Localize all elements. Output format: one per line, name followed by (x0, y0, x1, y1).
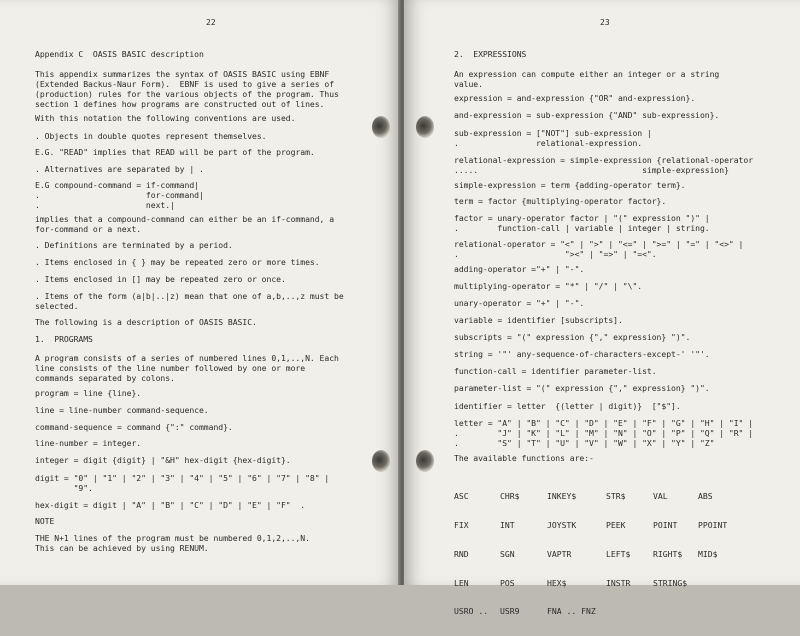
text-line: implies that a compound-command can either be an if-command, a (35, 214, 335, 224)
text-line: . "S" | "T" | "U" | "V" | "W" | "X" | "Y" | "Z" (454, 438, 715, 448)
function-name: JOYSTK (547, 519, 577, 530)
text-line: section 1 defines how programs are constructed out of lines. (35, 99, 325, 109)
function-name: LEFT$ (606, 548, 631, 559)
text-line: An expression can compute either an integer or a string (454, 69, 720, 79)
text-line: hex-digit = digit | "A" | "B" | "C" | "D" | "E" | "F" . (35, 500, 306, 510)
text-line: simple-expression = term {adding-operator term}. (454, 180, 686, 190)
function-name: PEEK (606, 519, 626, 530)
text-line: . Definitions are terminated by a period. (35, 240, 233, 250)
text-line: A program consists of a series of numbered lines 0,1,..,N. Each (35, 353, 339, 363)
text-line: E.G compound-command = if-command| (35, 180, 199, 190)
function-name: RIGHT$ (653, 548, 683, 559)
functions-column (698, 473, 727, 579)
text-line: (production) rules for the various objects of the program. Thus (35, 89, 339, 99)
text-line: E.G. "READ" implies that READ will be part of the program. (35, 147, 315, 157)
section-heading-programs: 1. PROGRAMS (35, 334, 93, 344)
binding-hole (416, 450, 434, 472)
text-line: . Objects in double quotes represent themselves. (35, 131, 267, 141)
function-name: CHR$ (500, 491, 520, 502)
text-line: adding-operator ="+" | "-". (454, 264, 585, 274)
text-line: selected. (35, 301, 79, 311)
text-line: multiplying-operator = "*" | "/" | "\". (454, 281, 643, 291)
text-line: . next.| (35, 200, 175, 210)
text-line: identifier = letter {(letter | digit)} ["$"]. (454, 401, 681, 411)
text-line: (Extended Backus-Naur Form). EBNF is used to give a series of (35, 79, 335, 89)
left-page (0, 0, 400, 585)
function-name: INT (500, 519, 515, 530)
text-line: subscripts = "(" expression {"," expression} ")". (454, 332, 691, 342)
text-line: This can be achieved by using RENUM. (35, 543, 209, 553)
right-page (404, 0, 800, 617)
text-line: unary-operator = "+" | "-". (454, 298, 585, 308)
text-line: string = '"' any-sequence-of-characters-except-' '"'. (454, 349, 710, 359)
text-line: command-sequence = command {":" command}. (35, 422, 233, 432)
function-name: ABS (698, 491, 713, 502)
functions-column (500, 473, 529, 636)
text-line: This appendix summarizes the syntax of OASIS BASIC using EBNF (35, 69, 330, 79)
text-line: . Items enclosed in { } may be repeated zero or more times. (35, 257, 320, 267)
text-line: digit = "0" | "1" | "2" | "3" | "4" | "5" | "6" | "7" | "8" | (35, 473, 330, 483)
function-name: FNA .. FNZ (547, 606, 596, 617)
function-name: POS (500, 577, 515, 588)
text-line: THE N+1 lines of the program must be numbered 0,1,2,..,N. (35, 533, 310, 543)
function-name: STR$ (606, 491, 626, 502)
text-line: expression = and-expression {"OR" and-expression}. (454, 93, 696, 103)
section-heading-expressions: 2. EXPRESSIONS (454, 49, 527, 59)
page-number: 22 (206, 18, 216, 27)
text-line: term = factor {multiplying-operator factor}. (454, 196, 667, 206)
functions-column (454, 473, 488, 636)
text-line: . Items enclosed in [] may be repeated zero or once. (35, 274, 286, 284)
note-heading: NOTE (35, 516, 55, 526)
function-name: VAPTR (547, 548, 572, 559)
text-line: and-expression = sub-expression {"AND" sub-expression}. (454, 110, 720, 120)
text-line: With this notation the following conventions are used. (35, 113, 296, 123)
text-line: parameter-list = "(" expression {"," expression} ")". (454, 383, 710, 393)
text-line: function-call = identifier parameter-list. (454, 366, 657, 376)
function-name: INSTR (606, 577, 631, 588)
function-name: VAL (653, 491, 668, 502)
function-name: PPOINT (698, 519, 728, 530)
function-name: FIX (454, 519, 469, 530)
text-line: line consists of the line number followed by one or more (35, 363, 306, 373)
functions-column (547, 473, 596, 636)
heading-appendix: Appendix C OASIS BASIC description (35, 49, 204, 59)
function-name: MID$ (698, 548, 718, 559)
function-name: ASC (454, 491, 469, 502)
text-line: value. (454, 79, 483, 89)
text-line: sub-expression = ["NOT"] sub-expression | (454, 128, 652, 138)
functions-column (606, 473, 635, 607)
text-line: factor = unary-operator factor | "(" expression ")" | (454, 213, 710, 223)
text-line: The following is a description of OASIS BASIC. (35, 317, 257, 327)
text-line: . for-command| (35, 190, 204, 200)
text-line: program = line {line}. (35, 388, 142, 398)
function-name: HEX$ (547, 577, 567, 588)
binding-hole (372, 450, 390, 472)
functions-column (653, 473, 687, 607)
function-name: USRO .. (454, 606, 489, 617)
text-line: letter = "A" | "B" | "C" | "D" | "E" | "F" | "G" | "H" | "I" | (454, 418, 754, 428)
function-name: POINT (653, 519, 678, 530)
text-line: line = line-number command-sequence. (35, 405, 209, 415)
text-line: relational-expression = simple-expression {relational-operator (454, 155, 754, 165)
text-line: commands separated by colons. (35, 373, 175, 383)
text-line: . Items of the form (a|b|..|z) mean that one of a,b,..,z must be (35, 291, 344, 301)
text-line: "9". (35, 483, 93, 493)
text-line: line-number = integer. (35, 438, 142, 448)
binding-hole (372, 116, 390, 138)
function-name: LEN (454, 577, 469, 588)
text-line: . relational-expression. (454, 138, 643, 148)
text-line: . "><" | "=>" | "=<". (454, 249, 657, 259)
text-line: . function-call | variable | integer | string. (454, 223, 710, 233)
text-line: . Alternatives are separated by | . (35, 164, 204, 174)
text-line: for-command or a next. (35, 224, 142, 234)
function-name: SGN (500, 548, 515, 559)
text-line: relational-operator = "<" | ">" | "<=" | ">=" | "=" | "<>" | (454, 239, 744, 249)
text-line: . "J" | "K" | "L" | "M" | "N" | "O" | "P" | "Q" | "R" | (454, 428, 754, 438)
function-name: INKEY$ (547, 491, 577, 502)
page-number: 23 (600, 18, 610, 27)
text-line: ..... simple-expression} (454, 165, 729, 175)
text-line: The available functions are:- (454, 453, 594, 463)
function-name: USR9 (500, 606, 520, 617)
function-name: RND (454, 548, 469, 559)
function-name: STRING$ (653, 577, 688, 588)
text-line: variable = identifier [subscripts]. (454, 315, 623, 325)
text-line: integer = digit {digit} | "&H" hex-digit {hex-digit}. (35, 455, 291, 465)
binding-hole (416, 116, 434, 138)
